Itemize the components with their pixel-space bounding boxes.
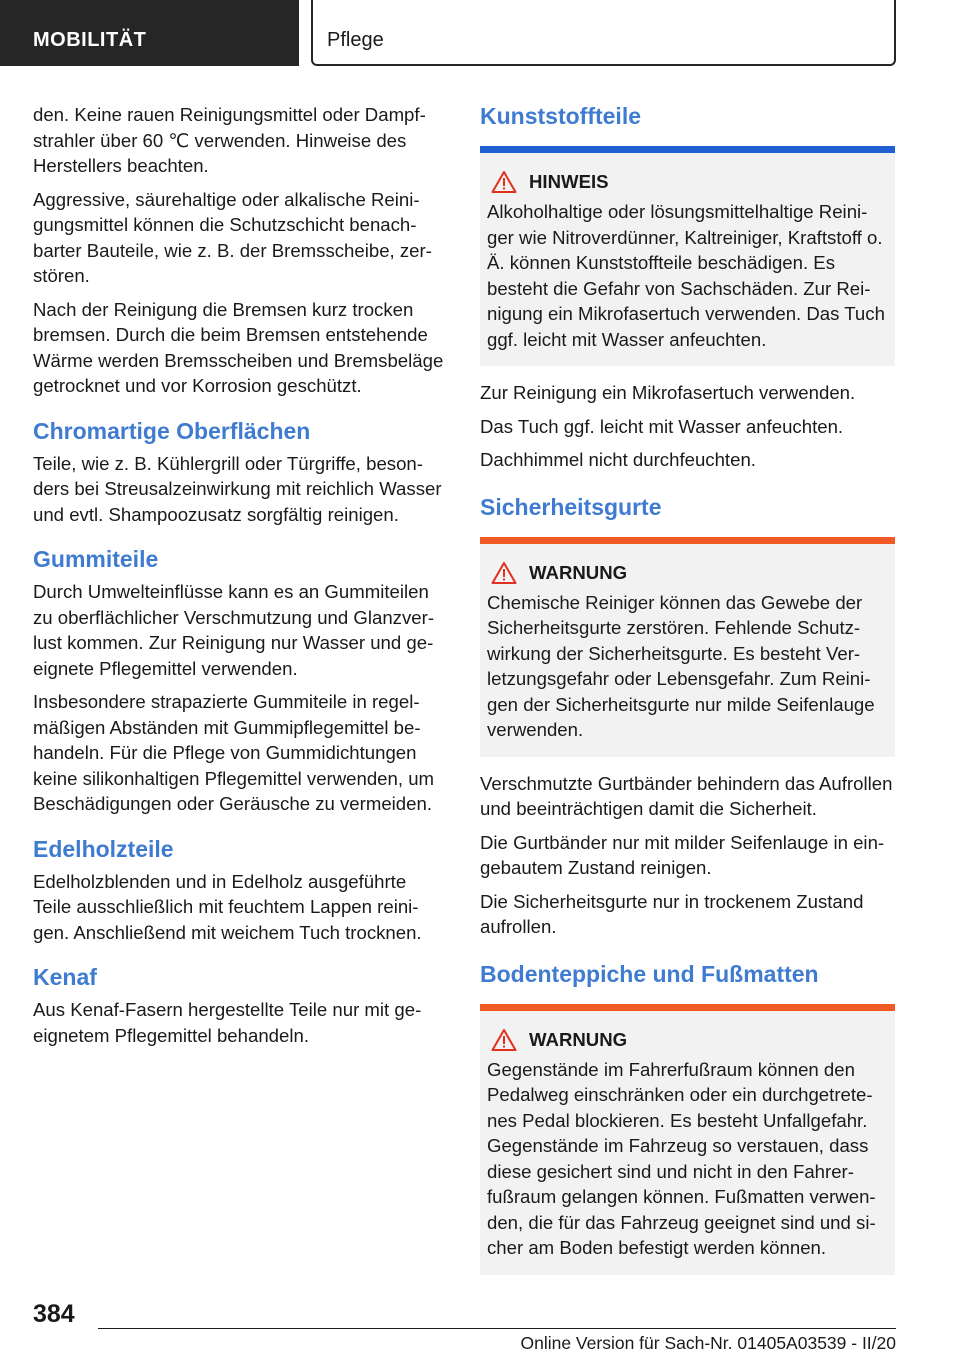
paragraph: den. Keine rauen Reinigungsmittel oder Dampfstrahler über 60 ℃ verwenden. Hinweise des Herstellers beachten.: [33, 104, 426, 176]
paragraph: Durch Umwelteinflüsse kann es an Gummiteilen zu oberflächlicher Verschmutzung und Glanzverlust kommen. Zur Reinigung nur Wasser und geeignete Pflegemittel verwenden.: [33, 581, 435, 679]
paragraph: Die Gurtbänder nur mit milder Seifenlauge in eingebautem Zustand reinigen.: [480, 831, 885, 878]
notice-text: Chemische Reiniger können das Gewebe der Sicherheitsgurte zerstören. Fehlende Schutzwirkung der Sicherheitsgurte. Es besteht Verletzungsgefahr oder Lebensgefahr. Zum Reinigen der Sicherheitsgurte nur milde Seifenlauge verwenden.: [487, 591, 875, 740]
heading-gummiteile: Gummiteile: [33, 546, 159, 572]
notice-label: WARNUNG: [529, 1028, 628, 1050]
heading-chromartige-oberflaechen: Chromartige Oberflächen: [33, 417, 311, 444]
page-number: 384: [33, 1300, 75, 1328]
heading-kenaf: Kenaf: [33, 964, 97, 990]
warning-triangle-icon: [491, 1028, 517, 1052]
warnung-bar: [480, 1004, 895, 1011]
paragraph: Edelholzblenden und in Edelholz ausgeführte Teile ausschließlich mit feuchtem Lappen reinigen. Anschließend mit weichem Tuch trocknen.: [33, 870, 422, 943]
notice-header: [487, 167, 887, 197]
chapter-tab: Pflege: [311, 0, 896, 66]
paragraph: Verschmutzte Gurtbänder behindern das Aufrollen und beeinträchtigen damit die Sicherheit.: [480, 772, 893, 819]
page-header: [0, 0, 960, 66]
paragraph: Das Tuch ggf. leicht mit Wasser anfeuchten.: [480, 415, 844, 437]
warnung-box: [480, 544, 895, 757]
paragraph: Teile, wie z. B. Kühlergrill oder Türgriffe, besonders bei Streusalzeinwirkung mit reichlich Wasser und evtl. Shampoozusatz sorgfältig reinigen.: [33, 452, 442, 525]
heading-edelholzteile: Edelholzteile: [33, 835, 174, 862]
notice-label: WARNUNG: [529, 561, 628, 583]
heading-kunststoffteile: Kunststoffteile: [480, 103, 641, 129]
paragraph: Aggressive, säurehaltige oder alkalische Reinigungsmittel können die Schutzschicht benachbarter Bauteile, wie z. B. der Bremsscheibe, zerstören.: [33, 188, 432, 286]
paragraph: Zur Reinigung ein Mikrofasertuch verwenden.: [480, 382, 856, 403]
warning-triangle-icon: [491, 170, 517, 194]
left-column: [33, 102, 448, 1056]
heading-bodenteppiche: Bodenteppiche und Fußmatten: [480, 960, 819, 987]
notice-header: [487, 1025, 887, 1055]
notice-header: [487, 558, 887, 588]
notice-label: HINWEIS: [529, 171, 609, 192]
right-column: [480, 102, 895, 1289]
paragraph: Die Sicherheitsgurte nur in trockenem Zustand aufrollen.: [480, 890, 864, 937]
warning-triangle-icon: [491, 561, 517, 585]
paragraph: Dachhimmel nicht durchfeuchten.: [480, 449, 756, 470]
notice-text: Alkoholhaltige oder lösungsmittelhaltige Reiniger wie Nitroverdünner, Kaltreiniger, Kraftstoff o. Ä. können Kunststoffteile beschädigen. Es besteht die Gefahr von Sachschäden. Zur Reinigung ein Mikrofasertuch verwenden. Das Tuch ggf. leicht mit Wasser anfeuchten.: [487, 201, 885, 350]
section-tab: MOBILITÄT: [0, 0, 299, 66]
heading-sicherheitsgurte: Sicherheitsgurte: [480, 493, 662, 520]
paragraph: Aus Kenaf-Fasern hergestellte Teile nur mit geeignetem Pflegemittel behandeln.: [33, 999, 422, 1046]
paragraph: Insbesondere strapazierte Gummiteile in regelmäßigen Abständen mit Gummipflegemittel behandeln. Für die Pflege von Gummidichtungen keine silikonhaltigen Pflegemittel verwenden, um Beschädigungen oder Geräusche zu vermeiden.: [33, 691, 435, 814]
online-version-text: Online Version für Sach-Nr. 01405A03539 - II/20: [520, 1333, 896, 1353]
hinweis-box: [480, 153, 895, 366]
notice-text: Gegenstände im Fahrerfußraum können den Pedalweg einschränken oder ein durchgetretenes Pedal blockieren. Es besteht Unfallgefahr. Gegenstände im Fahrzeug so verstauen, dass diese gesichert sind und nicht in den Fahrerfußraum gelangen können. Fußmatten verwenden, die für das Fahrzeug geeignet sind und sicher am Boden befestigt werden können.: [487, 1058, 876, 1258]
paragraph: Nach der Reinigung die Bremsen kurz trocken bremsen. Durch die beim Bremsen entstehende Wärme werden Bremsscheiben und Bremsbeläge getrocknet und vor Korrosion geschützt.: [33, 298, 444, 396]
warnung-bar: [480, 537, 895, 544]
warnung-box: [480, 1011, 895, 1275]
footer-divider: [98, 1328, 896, 1329]
hinweis-bar: [480, 146, 895, 153]
